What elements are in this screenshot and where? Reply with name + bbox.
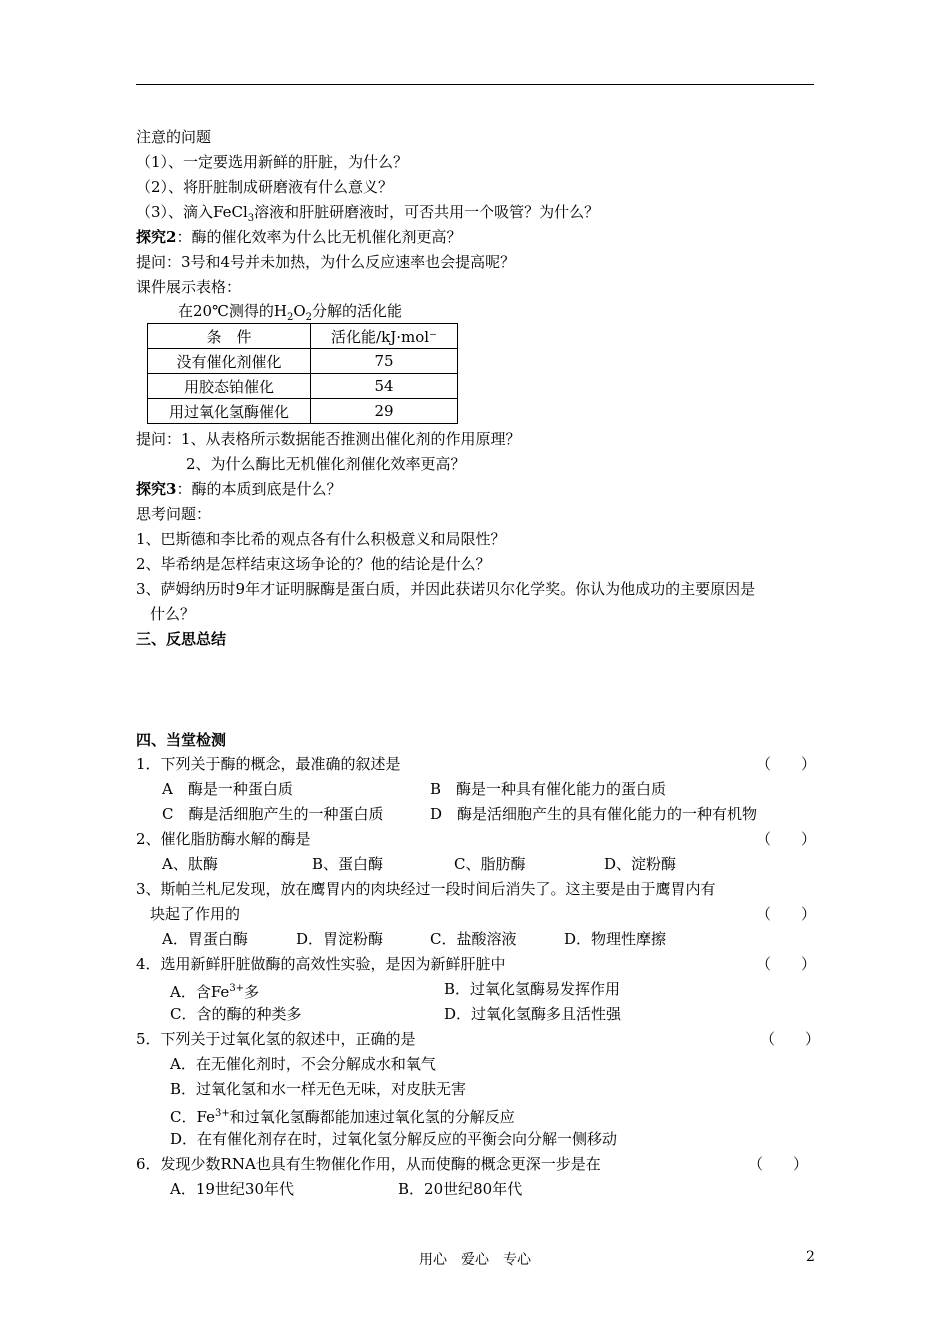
explore2-show: 课件展示表格： bbox=[136, 278, 242, 296]
explore2-heading: 探究2：酶的催化效率为什么比无机催化剂更高？ bbox=[136, 228, 462, 246]
q2-option-d: D、淀粉酶 bbox=[604, 855, 677, 873]
table-row bbox=[148, 399, 458, 424]
table-cell: 用胶态铂催化 bbox=[148, 374, 311, 399]
question-2: 2、催化脂肪酶水解的酶是 bbox=[136, 830, 311, 848]
header-rule bbox=[136, 84, 814, 85]
q2-option-c: C、脂肪酶 bbox=[454, 855, 526, 873]
explore3-t3b: 什么？ bbox=[150, 605, 196, 623]
q3-option-d: D．物理性摩擦 bbox=[564, 930, 667, 948]
table-header-cell: 条 件 bbox=[148, 324, 311, 349]
question-3-cont: 块起了作用的 bbox=[150, 905, 241, 923]
question-5: 5．下列关于过氧化氢的叙述中，正确的是 bbox=[136, 1030, 416, 1048]
question-4: 4．选用新鲜肝脏做酶的高效性实验，是因为新鲜肝脏中 bbox=[136, 955, 506, 973]
q1-option-d: D 酶是活细胞产生的具有催化能力的一种有机物 bbox=[430, 805, 758, 823]
table-cell: 没有催化剂催化 bbox=[148, 349, 311, 374]
answer-paren: （ ） bbox=[748, 1155, 809, 1173]
table-header-row bbox=[148, 324, 458, 349]
q4-option-a: A．含$Fe^{3+}$多 bbox=[170, 983, 260, 1001]
explore3-t2: 2、毕希纳是怎样结束这场争论的？他的结论是什么？ bbox=[136, 555, 491, 573]
q6-option-b: B．20世纪80年代 bbox=[398, 1180, 523, 1198]
table-cell: 54 bbox=[311, 374, 458, 399]
q4-option-b: B．过氧化氢酶易发挥作用 bbox=[444, 980, 621, 998]
notes-q3: （3）、滴入FeCl$_3$溶液和肝脏研磨液时，可否共用一个吸管？为什么？ bbox=[136, 203, 600, 224]
table-caption: 在20℃测得的$H_2O_2$分解的活化能 bbox=[178, 302, 403, 323]
answer-paren: （ ） bbox=[756, 755, 817, 773]
section4-heading: 四、当堂检测 bbox=[136, 731, 227, 749]
notes-q1: （1）、一定要选用新鲜的肝脏，为什么？ bbox=[136, 153, 409, 171]
q3-option-b: D．胃淀粉酶 bbox=[296, 930, 384, 948]
q1-option-c: C 酶是活细胞产生的一种蛋白质 bbox=[162, 805, 384, 823]
ask2-line1: 提问：1、从表格所示数据能否推测出催化剂的作用原理？ bbox=[136, 430, 521, 448]
q4-option-d: D．过氧化氢酶多且活性强 bbox=[444, 1005, 622, 1023]
notes-title: 注意的问题 bbox=[136, 128, 212, 146]
q5-option-a: A．在无催化剂时，不会分解成水和氧气 bbox=[170, 1055, 436, 1073]
table-cell: 75 bbox=[311, 349, 458, 374]
answer-paren: （ ） bbox=[756, 905, 817, 923]
table-cell: 29 bbox=[311, 399, 458, 424]
explore3-think: 思考问题： bbox=[136, 505, 212, 523]
question-1: 1．下列关于酶的概念，最准确的叙述是 bbox=[136, 755, 401, 773]
table-row bbox=[148, 374, 458, 399]
q5-option-c: C．$Fe^{3+}$和过氧化氢酶都能加速过氧化氢的分解反应 bbox=[170, 1108, 515, 1126]
question-6: 6．发现少数RNA也具有生物催化作用，从而使酶的概念更深一步是在 bbox=[136, 1155, 601, 1173]
activation-energy-table bbox=[147, 323, 458, 424]
explore3-t1: 1、巴斯德和李比希的观点各有什么积极意义和局限性？ bbox=[136, 530, 506, 548]
answer-paren: （ ） bbox=[756, 955, 817, 973]
q5-option-b: B．过氧化氢和水一样无色无味，对皮肤无害 bbox=[170, 1080, 467, 1098]
explore2-ask: 提问：3号和4号并未加热，为什么反应速率也会提高呢？ bbox=[136, 253, 516, 271]
q6-option-a: A．19世纪30年代 bbox=[170, 1180, 295, 1198]
q1-option-b: B 酶是一种具有催化能力的蛋白质 bbox=[430, 780, 667, 798]
ask2-line2: 2、为什么酶比无机催化剂催化效率更高？ bbox=[186, 455, 466, 473]
q4-option-c: C．含的酶的种类多 bbox=[170, 1005, 302, 1023]
question-3: 3、斯帕兰札尼发现，放在鹰胃内的肉块经过一段时间后消失了。这主要是由于鹰胃内有 bbox=[136, 880, 716, 898]
table-cell: 用过氧化氢酶催化 bbox=[148, 399, 311, 424]
section3-heading: 三、反思总结 bbox=[136, 630, 227, 648]
q2-option-b: B、蛋白酶 bbox=[312, 855, 384, 873]
table-header-cell: 活化能/kJ·mol⁻ bbox=[311, 324, 458, 349]
q1-option-a: A 酶是一种蛋白质 bbox=[162, 780, 293, 798]
table-row bbox=[148, 349, 458, 374]
q3-option-a: A．胃蛋白酶 bbox=[162, 930, 248, 948]
notes-q2: （2）、将肝脏制成研磨液有什么意义？ bbox=[136, 178, 394, 196]
page-footer: 用心 爱心 专心 bbox=[419, 1252, 531, 1268]
answer-paren: （ ） bbox=[760, 1030, 821, 1048]
q5-option-d: D．在有催化剂存在时，过氧化氢分解反应的平衡会向分解一侧移动 bbox=[170, 1130, 618, 1148]
page-number: 2 bbox=[806, 1249, 815, 1265]
q2-option-a: A、肽酶 bbox=[162, 855, 218, 873]
answer-paren: （ ） bbox=[756, 830, 817, 848]
explore3-heading: 探究3：酶的本质到底是什么？ bbox=[136, 480, 342, 498]
explore3-t3a: 3、萨姆纳历时9年才证明脲酶是蛋白质，并因此获诺贝尔化学奖。你认为他成功的主要原因是 bbox=[136, 580, 756, 598]
q3-option-c: C．盐酸溶液 bbox=[430, 930, 517, 948]
